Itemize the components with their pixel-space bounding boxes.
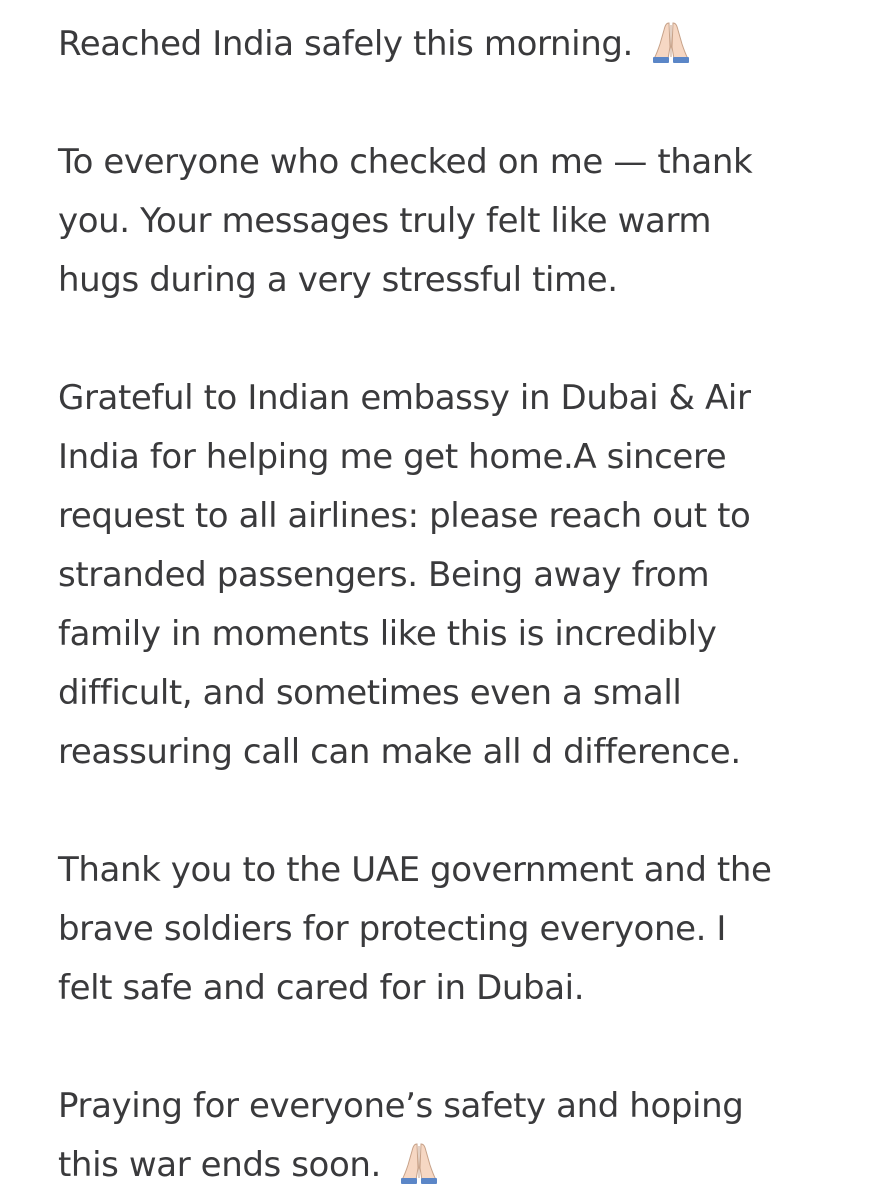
paragraph-thanks (58, 133, 858, 310)
text-line (58, 1136, 858, 1195)
text-line: reassuring call can make all d difference. (58, 732, 741, 772)
text-line: India for helping me get home.A sincere (58, 437, 727, 477)
text-line: Praying for everyone’s safety and hoping (58, 1086, 744, 1126)
text-line: hugs during a very stressful time. (58, 260, 618, 300)
paragraph-thanks-uae (58, 841, 858, 1018)
paragraph-gratitude-embassy (58, 369, 858, 782)
text-line: stranded passengers. Being away from (58, 555, 710, 595)
praying-hands-icon (647, 17, 695, 65)
text-line: To everyone who checked on me — thank (58, 142, 753, 182)
text-line: family in moments like this is incredibly (58, 614, 717, 654)
paragraph-spacer (58, 1018, 858, 1077)
paragraph-spacer (58, 782, 858, 841)
paragraph-spacer (58, 310, 858, 369)
text-line: felt safe and cared for in Dubai. (58, 968, 585, 1008)
text-line: difficult, and sometimes even a small (58, 673, 682, 713)
praying-hands-icon (395, 1138, 443, 1186)
text-line (58, 15, 858, 74)
note-body (58, 15, 858, 1195)
paragraph-spacer (58, 74, 858, 133)
text-line: Grateful to Indian embassy in Dubai & Air (58, 378, 751, 418)
text-line-content: Reached India safely this morning. (58, 24, 633, 64)
text-line: request to all airlines: please reach out to (58, 496, 751, 536)
text-line-content: this war ends soon. (58, 1145, 381, 1185)
text-line: you. Your messages truly felt like warm (58, 201, 712, 241)
paragraph-prayer (58, 1077, 858, 1195)
text-line: Thank you to the UAE government and the (58, 850, 772, 890)
text-line: brave soldiers for protecting everyone. I (58, 909, 727, 949)
paragraph-arrival (58, 15, 858, 74)
